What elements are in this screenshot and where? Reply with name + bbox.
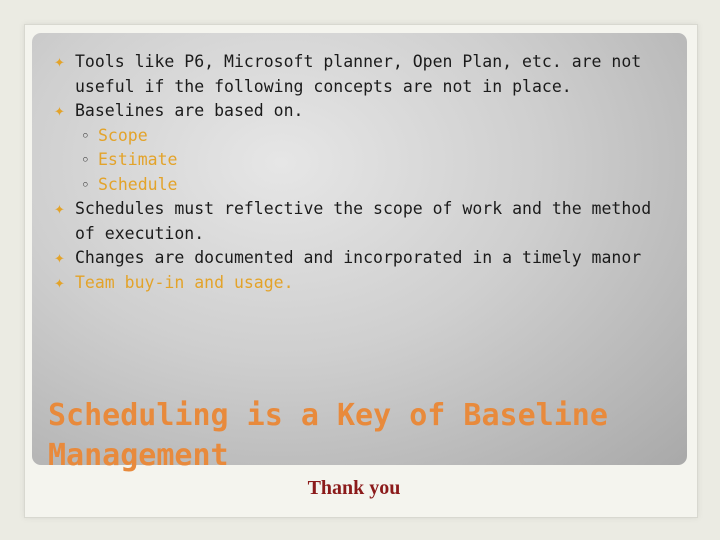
bullet-text: Changes are documented and incorporated in a timely manor <box>75 248 642 267</box>
sub-bullet-marker-icon: ◦ <box>81 175 90 194</box>
bullet-text: Baselines are based on. <box>75 101 304 120</box>
bullet-list <box>54 50 674 295</box>
bullet-text: Tools like P6, Microsoft planner, Open Plan, etc. are not useful if the following concepts are not in place. <box>75 52 642 96</box>
sub-bullet-text: Schedule <box>98 174 178 194</box>
bullet-item <box>54 99 674 124</box>
bullet-marker-icon: ✦ <box>54 252 65 267</box>
sub-bullet-text: Scope <box>98 125 148 145</box>
sub-bullet-item <box>54 148 674 173</box>
sub-bullet-marker-icon: ◦ <box>81 126 90 145</box>
bullet-item <box>54 50 674 99</box>
bullet-item <box>54 197 674 246</box>
bullet-text: Team buy-in and usage. <box>75 272 294 292</box>
bullet-marker-icon: ✦ <box>54 276 65 292</box>
slide-title: Scheduling is a Key of Baseline Management <box>48 398 608 473</box>
sub-bullet-item <box>54 173 674 198</box>
bullet-item <box>54 246 674 271</box>
bullet-marker-icon: ✦ <box>54 105 65 120</box>
sub-bullet-item <box>54 124 674 149</box>
sub-bullet-marker-icon: ◦ <box>81 151 90 169</box>
bullet-marker-icon: ✦ <box>54 203 65 218</box>
footer-thank-you: Thank you <box>307 477 401 499</box>
bullet-text: Schedules must reflective the scope of work and the method of execution. <box>75 199 652 243</box>
bullet-marker-icon: ✦ <box>54 56 65 71</box>
sub-bullet-text: Estimate <box>98 150 178 169</box>
bullet-item <box>54 271 674 296</box>
